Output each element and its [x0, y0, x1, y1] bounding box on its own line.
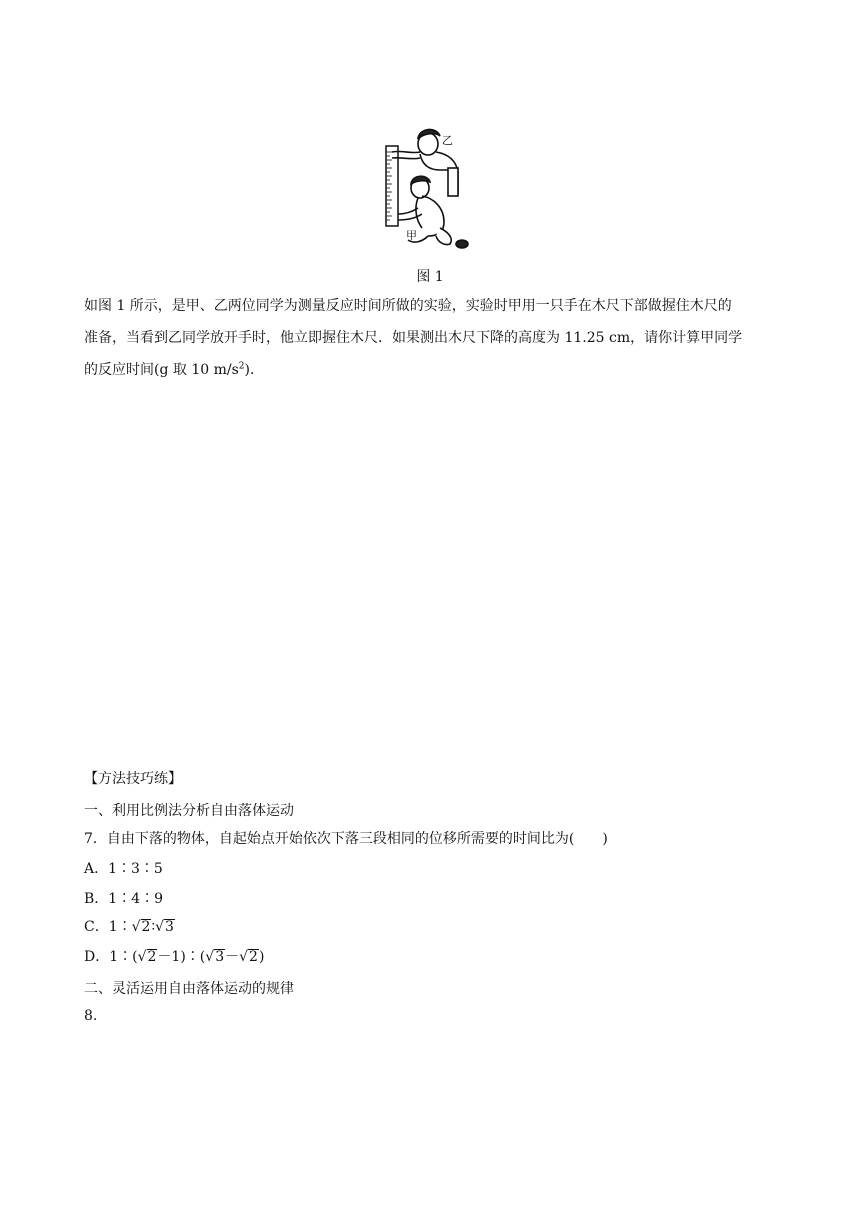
figure-caption: 图 1	[416, 269, 444, 285]
radical-icon: √	[131, 919, 141, 935]
radicand: 2	[141, 919, 151, 935]
problem-line-text: 的反应时间(g 取 10 m/s	[84, 362, 239, 378]
radicand: 2	[249, 949, 258, 965]
option-text: C．1∶	[84, 919, 132, 935]
option-text: ∶	[151, 919, 156, 935]
radical-icon: √	[155, 919, 165, 935]
question-7-stem: 7．自由下落的物体，自起始点开始依次下落三段相同的位移所需要的时间比为( )	[84, 831, 608, 847]
problem-line-text: )．	[244, 362, 264, 378]
reaction-time-illustration	[378, 124, 496, 254]
problem-line: 如图 1 所示，是甲、乙两位同学为测量反应时间所做的实验，实验时甲用一只手在木尺下部做握住木尺的	[84, 298, 732, 314]
section-title: 【方法技巧练】	[84, 771, 182, 787]
subsection-heading: 一、利用比例法分析自由落体运动	[84, 803, 294, 819]
sqrt	[205, 949, 225, 965]
radicand: 2	[147, 949, 157, 965]
option-d	[84, 946, 264, 966]
subsection-heading: 二、灵活运用自由落体运动的规律	[84, 981, 294, 997]
label-yi: 乙	[442, 135, 453, 147]
option-text: －1)∶(	[157, 949, 206, 965]
option-text: －	[225, 949, 240, 965]
option-text: )	[258, 949, 265, 965]
radical-icon: √	[205, 949, 215, 965]
option-a: A．1∶3∶5	[84, 861, 163, 877]
radicand: 3	[215, 949, 225, 965]
sqrt	[155, 919, 175, 935]
sqrt	[132, 919, 152, 935]
option-c	[84, 916, 175, 936]
option-b: B．1∶4∶9	[84, 891, 164, 907]
option-text: D．1∶(	[84, 949, 138, 965]
radical-icon: √	[239, 949, 249, 965]
sqrt	[138, 949, 158, 965]
question-8-number: 8.	[84, 1008, 98, 1024]
label-jia: 甲	[406, 230, 417, 242]
sqrt	[239, 949, 259, 965]
problem-line: 准备，当看到乙同学放开手时，他立即握住木尺．如果测出木尺下降的高度为 11.25 cm，请你计算甲同学	[84, 330, 743, 346]
superscript: 2	[238, 361, 245, 372]
problem-line	[84, 354, 784, 386]
problem-6-text	[84, 290, 784, 386]
radicand: 3	[165, 919, 174, 935]
radical-icon: √	[137, 949, 147, 965]
